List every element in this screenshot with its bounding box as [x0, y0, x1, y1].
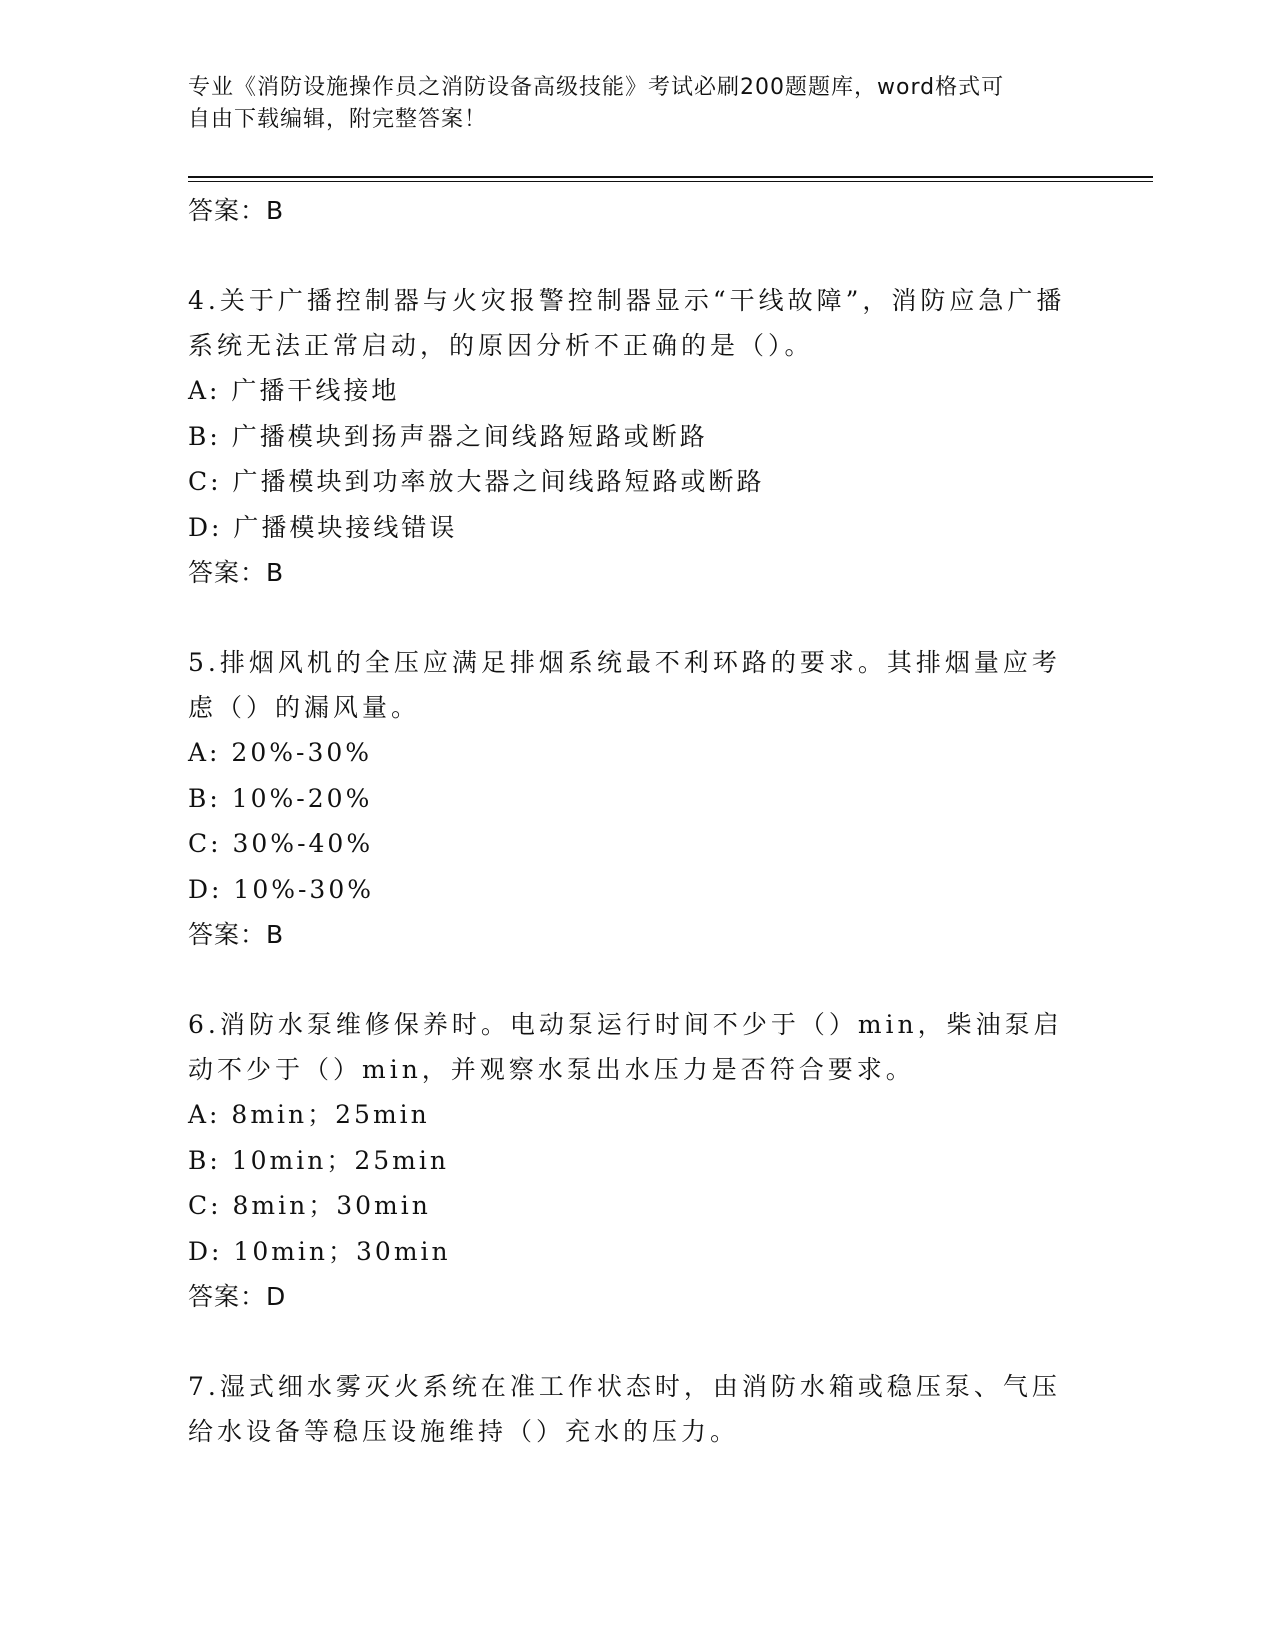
question-text: 4.关于广播控制器与火灾报警控制器显示“干线故障”，消防应急广播系统无法正常启动，的原因分析不正确的是（）。: [188, 286, 1066, 360]
header-line-1: 专业《消防设施操作员之消防设备高级技能》考试必刷200题题库，word格式可: [188, 75, 1005, 100]
answer-prev: 答案：B: [188, 196, 285, 225]
header-divider-thin: [188, 181, 1153, 182]
option-b: B: 10min；25min: [188, 1145, 449, 1175]
question-text: 6.消防水泵维修保养时。电动泵运行时间不少于（）min，柴油泵启动不少于（）min，并观察水泵出水压力是否符合要求。: [188, 1010, 1063, 1084]
option-a: A: 8min；25min: [188, 1100, 430, 1129]
header-line-2: 自由下载编辑，附完整答案！: [188, 107, 488, 132]
document-header: [188, 72, 1088, 136]
option-d: D: 10%-30%: [188, 874, 374, 904]
question-6: [188, 1002, 1088, 1319]
question-4: [188, 278, 1088, 595]
question-7: [188, 1364, 1088, 1454]
option-c: C: 8min；30min: [188, 1191, 431, 1220]
option-b: B: 广播模块到扬声器之间线路短路或断路: [188, 421, 708, 451]
option-d: D: 10min；30min: [188, 1236, 451, 1266]
option-a: A: 20%-30%: [188, 738, 373, 767]
option-c: C: 30%-40%: [188, 829, 374, 858]
option-c: C: 广播模块到功率放大器之间线路短路或断路: [188, 467, 765, 496]
option-d: D: 广播模块接线错误: [188, 512, 458, 542]
answer: 答案：D: [188, 1282, 287, 1311]
document-body: [188, 188, 1088, 1454]
option-a: A: 广播干线接地: [188, 376, 400, 405]
question-5: [188, 640, 1088, 957]
header-divider: [188, 176, 1153, 178]
answer: 答案：B: [188, 558, 285, 587]
option-b: B: 10%-20%: [188, 783, 373, 813]
question-text: 5.排烟风机的全压应满足排烟系统最不利环路的要求。其排烟量应考虑（）的漏风量。: [188, 648, 1061, 722]
question-text: 7.湿式细水雾灭火系统在准工作状态时，由消防水箱或稳压泵、气压给水设备等稳压设施维持（）充水的压力。: [188, 1372, 1061, 1446]
answer: 答案：B: [188, 920, 285, 949]
